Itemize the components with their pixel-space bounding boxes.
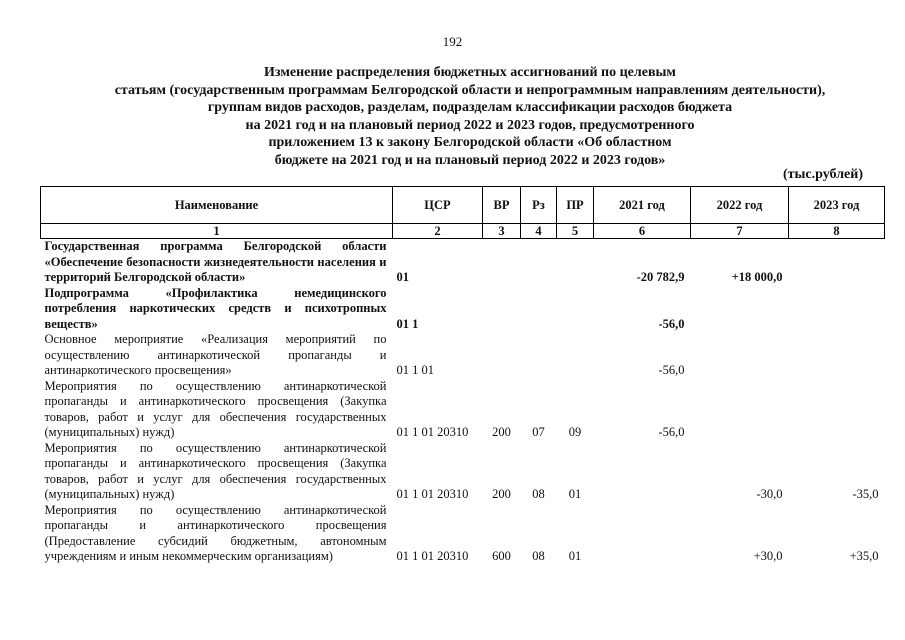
row-rz bbox=[521, 286, 557, 333]
row-pr bbox=[557, 286, 594, 333]
row-name: Основное мероприятие «Реализация мероприятий по осуществлению антинаркотической пропаганды и антинаркотического просвещения» bbox=[44, 332, 387, 377]
row-vr bbox=[483, 286, 521, 333]
row-pr bbox=[557, 239, 594, 286]
header-2021: 2021 год bbox=[594, 187, 691, 224]
row-csr: 01 1 01 bbox=[396, 363, 434, 377]
table-row bbox=[41, 503, 885, 565]
row-pr: 09 bbox=[568, 425, 582, 439]
row-pr: 01 bbox=[568, 549, 582, 563]
table-row bbox=[41, 332, 885, 379]
allocation-table bbox=[40, 186, 885, 565]
row-name: Мероприятия по осуществлению антинаркотической пропаганды и антинаркотического просвещения (Закупка товаров, работ и услуг для обеспечения государственных (муниципальных) нужд) bbox=[44, 378, 387, 439]
row-2021: -20 782,9 bbox=[636, 270, 685, 284]
column-number-row bbox=[41, 224, 885, 239]
row-2023: -35,0 bbox=[852, 487, 879, 501]
row-2021 bbox=[594, 441, 691, 503]
row-rz bbox=[521, 239, 557, 286]
row-2023: +35,0 bbox=[849, 549, 879, 563]
row-rz: 07 bbox=[532, 425, 545, 439]
row-2023 bbox=[789, 239, 885, 286]
row-pr bbox=[557, 332, 594, 379]
col-number: 8 bbox=[789, 224, 885, 239]
col-number: 7 bbox=[691, 224, 789, 239]
title-line: группам видов расходов, разделам, подразделам классификации расходов бюджета bbox=[207, 100, 733, 115]
row-2021: -56,0 bbox=[658, 363, 685, 377]
row-name: Мероприятия по осуществлению антинаркотической пропаганды и антинаркотического просвещения (Предоставление субсидий бюджетным, автономным учреждениям и иным некоммерческим организациям) bbox=[44, 502, 387, 563]
row-2022 bbox=[691, 379, 789, 441]
document-title bbox=[40, 64, 900, 169]
row-rz: 08 bbox=[532, 487, 545, 501]
col-number: 6 bbox=[594, 224, 691, 239]
row-2022 bbox=[691, 332, 789, 379]
row-csr: 01 bbox=[396, 270, 409, 284]
row-rz bbox=[521, 332, 557, 379]
row-vr bbox=[483, 332, 521, 379]
title-line: бюджете на 2021 год и на плановый период 2022 и 2023 годов» bbox=[274, 152, 666, 168]
header-rz: Рз bbox=[521, 187, 557, 224]
row-csr: 01 1 01 20310 bbox=[396, 549, 469, 563]
table-row bbox=[41, 286, 885, 333]
header-2022: 2022 год bbox=[691, 187, 789, 224]
row-csr: 01 1 bbox=[396, 316, 419, 331]
title-line: на 2021 год и на плановый период 2022 и 2023 годов, предусмотренного bbox=[245, 117, 695, 133]
col-number: 3 bbox=[483, 224, 521, 239]
row-2022 bbox=[691, 286, 789, 333]
units-label: (тыс.рублей) bbox=[782, 167, 863, 182]
header-2023: 2023 год bbox=[789, 187, 885, 224]
row-2023 bbox=[789, 332, 885, 379]
row-2021: -56,0 bbox=[658, 425, 685, 439]
row-2022: -30,0 bbox=[756, 487, 783, 501]
row-rz: 08 bbox=[532, 549, 545, 563]
row-vr bbox=[483, 239, 521, 286]
title-line: Изменение распределения бюджетных ассигнований по целевым bbox=[264, 65, 676, 80]
row-2023 bbox=[789, 379, 885, 441]
row-vr: 600 bbox=[492, 549, 511, 563]
row-csr: 01 1 01 20310 bbox=[396, 487, 469, 501]
title-line: статьям (государственным программам Белгородской области и непрограммным направлениям деятельности), bbox=[114, 82, 826, 98]
row-vr: 200 bbox=[492, 487, 511, 501]
row-2021 bbox=[594, 503, 691, 565]
row-2022: +18 000,0 bbox=[731, 270, 783, 284]
row-name: Государственная программа Белгородской области «Обеспечение безопасности жизнедеятельности населения и территорий Белгородской области» bbox=[44, 239, 387, 284]
row-name: Подпрограмма «Профилактика немедицинского потребления наркотических средств и психотропных веществ» bbox=[44, 285, 387, 331]
title-line: приложением 13 к закону Белгородской области «Об областном bbox=[268, 135, 672, 150]
row-csr: 01 1 01 20310 bbox=[396, 425, 469, 439]
table-row bbox=[41, 441, 885, 503]
row-vr: 200 bbox=[492, 425, 511, 439]
col-number: 2 bbox=[393, 224, 483, 239]
col-number: 4 bbox=[521, 224, 557, 239]
header-pr: ПР bbox=[557, 187, 594, 224]
header-vr: ВР bbox=[483, 187, 521, 224]
col-number: 5 bbox=[557, 224, 594, 239]
page-number: 192 bbox=[442, 34, 463, 49]
row-pr: 01 bbox=[568, 487, 582, 501]
header-row bbox=[41, 187, 885, 224]
row-2023 bbox=[789, 286, 885, 333]
header-name: Наименование bbox=[41, 187, 393, 224]
row-name: Мероприятия по осуществлению антинаркотической пропаганды и антинаркотического просвещения (Закупка товаров, работ и услуг для обеспечения государственных (муниципальных) нужд) bbox=[44, 440, 387, 501]
table-row bbox=[41, 239, 885, 286]
col-number: 1 bbox=[41, 224, 393, 239]
table-row bbox=[41, 379, 885, 441]
row-2021: -56,0 bbox=[658, 316, 685, 331]
header-csr: ЦСР bbox=[393, 187, 483, 224]
row-2022: +30,0 bbox=[753, 549, 783, 563]
